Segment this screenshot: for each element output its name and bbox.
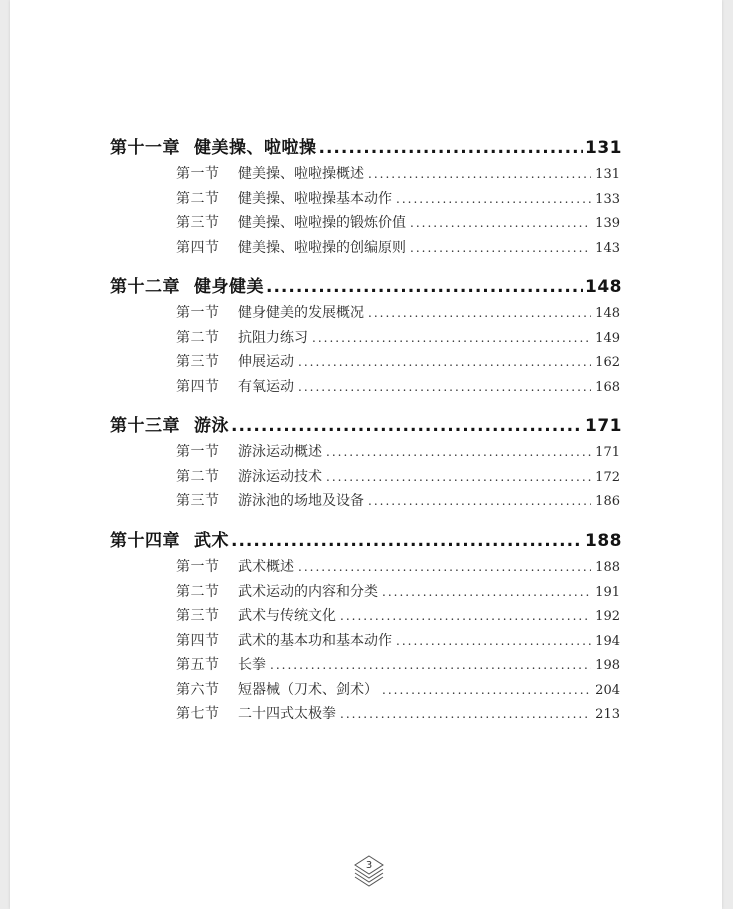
section-page: 143 (595, 240, 620, 256)
section-title: 武术与传统文化 (238, 608, 336, 624)
toc-section[interactable] (176, 237, 620, 262)
dot-leader (326, 470, 591, 484)
toc-section[interactable] (176, 163, 620, 188)
toc-section[interactable] (176, 581, 620, 606)
section-title: 健美操、啦啦操基本动作 (238, 190, 392, 207)
section-title: 健美操、啦啦操概述 (238, 166, 364, 182)
section-title: 二十四式太极拳 (238, 706, 336, 722)
section-page: 148 (595, 306, 620, 321)
section-number: 第一节 (176, 559, 220, 575)
toc-section[interactable] (176, 351, 620, 376)
section-page: 131 (595, 167, 620, 182)
section-list (176, 163, 620, 261)
toc-chapter (110, 133, 622, 261)
toc-section[interactable] (176, 630, 620, 655)
dot-leader (231, 531, 583, 551)
toc-section[interactable] (176, 302, 620, 327)
section-page: 188 (595, 560, 620, 575)
section-title: 游泳运动技术 (238, 468, 322, 485)
section-title: 有氧运动 (238, 378, 294, 395)
dot-leader (382, 683, 591, 697)
dot-leader (382, 585, 591, 599)
toc-section[interactable] (176, 490, 620, 515)
section-number: 第七节 (176, 706, 220, 722)
chapter-number: 第十一章 (110, 138, 180, 158)
toc-section[interactable] (176, 703, 620, 728)
section-page: 171 (595, 445, 620, 460)
toc-chapter (110, 411, 622, 515)
section-number: 第一节 (176, 166, 220, 182)
chapter-heading[interactable] (110, 526, 622, 552)
document-page (10, 0, 722, 909)
toc-section[interactable] (176, 327, 620, 352)
section-title: 健美操、啦啦操的锻炼价值 (238, 215, 406, 231)
section-number: 第二节 (176, 190, 220, 207)
section-page: 186 (595, 494, 620, 509)
chapter-page: 171 (585, 416, 622, 436)
section-title: 游泳运动概述 (238, 444, 322, 460)
chapter-title: 健美操、啦啦操 (194, 138, 317, 158)
section-number: 第三节 (176, 215, 220, 231)
toc-chapter (110, 526, 622, 728)
section-page: 162 (595, 355, 620, 370)
dot-leader (319, 138, 584, 158)
dot-leader (340, 707, 591, 721)
section-title: 武术的基本功和基本动作 (238, 632, 392, 649)
dot-leader (326, 445, 591, 459)
chapter-title: 游泳 (194, 416, 229, 436)
section-number: 第二节 (176, 468, 220, 485)
section-page: 139 (595, 216, 620, 231)
dot-leader (410, 241, 591, 255)
section-number: 第一节 (176, 444, 220, 460)
section-list (176, 441, 620, 515)
toc-section[interactable] (176, 679, 620, 704)
section-number: 第四节 (176, 378, 220, 395)
section-title: 长拳 (238, 657, 266, 673)
chapter-number: 第十四章 (110, 531, 180, 551)
dot-leader (312, 331, 591, 345)
dot-leader (410, 216, 591, 230)
section-title: 健美操、啦啦操的创编原则 (238, 239, 406, 256)
toc-section[interactable] (176, 188, 620, 213)
toc-section[interactable] (176, 441, 620, 466)
section-page: 213 (595, 707, 620, 722)
dot-leader (368, 167, 591, 181)
dot-leader (266, 277, 583, 297)
toc-section[interactable] (176, 556, 620, 581)
section-list (176, 302, 620, 400)
section-title: 游泳池的场地及设备 (238, 493, 364, 509)
toc-section[interactable] (176, 376, 620, 401)
chapter-title: 健身健美 (194, 277, 264, 297)
chapter-page: 188 (585, 531, 622, 551)
toc-section[interactable] (176, 605, 620, 630)
page-number: 3 (365, 860, 373, 871)
dot-leader (340, 609, 591, 623)
section-number: 第四节 (176, 239, 220, 256)
toc-section[interactable] (176, 654, 620, 679)
section-number: 第三节 (176, 608, 220, 624)
section-number: 第四节 (176, 632, 220, 649)
toc-chapter (110, 272, 622, 400)
dot-leader (368, 494, 591, 508)
chapter-number: 第十二章 (110, 277, 180, 297)
dot-leader (396, 192, 591, 206)
section-number: 第二节 (176, 329, 220, 346)
section-page: 172 (595, 469, 620, 485)
section-title: 伸展运动 (238, 354, 294, 370)
chapter-page: 131 (585, 138, 622, 158)
toc-section[interactable] (176, 212, 620, 237)
dot-leader (231, 416, 583, 436)
dot-leader (298, 560, 591, 574)
section-page: 133 (595, 191, 620, 207)
section-number: 第六节 (176, 681, 220, 698)
chapter-number: 第十三章 (110, 416, 180, 436)
section-title: 武术概述 (238, 559, 294, 575)
section-list (176, 556, 620, 728)
section-page: 191 (595, 584, 620, 600)
dot-leader (298, 355, 591, 369)
section-page: 149 (595, 330, 620, 346)
section-title: 健身健美的发展概况 (238, 305, 364, 321)
section-number: 第三节 (176, 493, 220, 509)
section-title: 短器械（刀术、剑术） (238, 681, 378, 698)
section-page: 204 (595, 682, 620, 698)
section-page: 198 (595, 658, 620, 673)
dot-leader (298, 380, 591, 394)
section-page: 194 (595, 633, 620, 649)
chapter-heading[interactable] (110, 133, 622, 159)
dot-leader (396, 634, 591, 648)
section-page: 168 (595, 379, 620, 395)
chapter-title: 武术 (194, 531, 229, 551)
toc-section[interactable] (176, 466, 620, 491)
section-number: 第三节 (176, 354, 220, 370)
chapter-heading[interactable] (110, 411, 622, 437)
dot-leader (270, 658, 591, 672)
chapter-heading[interactable] (110, 272, 622, 298)
section-number: 第二节 (176, 583, 220, 600)
section-title: 武术运动的内容和分类 (238, 583, 378, 600)
chapter-page: 148 (585, 277, 622, 297)
section-number: 第五节 (176, 657, 220, 673)
dot-leader (368, 306, 591, 320)
section-page: 192 (595, 609, 620, 624)
section-title: 抗阻力练习 (238, 329, 308, 346)
section-number: 第一节 (176, 305, 220, 321)
page-number-badge (352, 854, 386, 890)
